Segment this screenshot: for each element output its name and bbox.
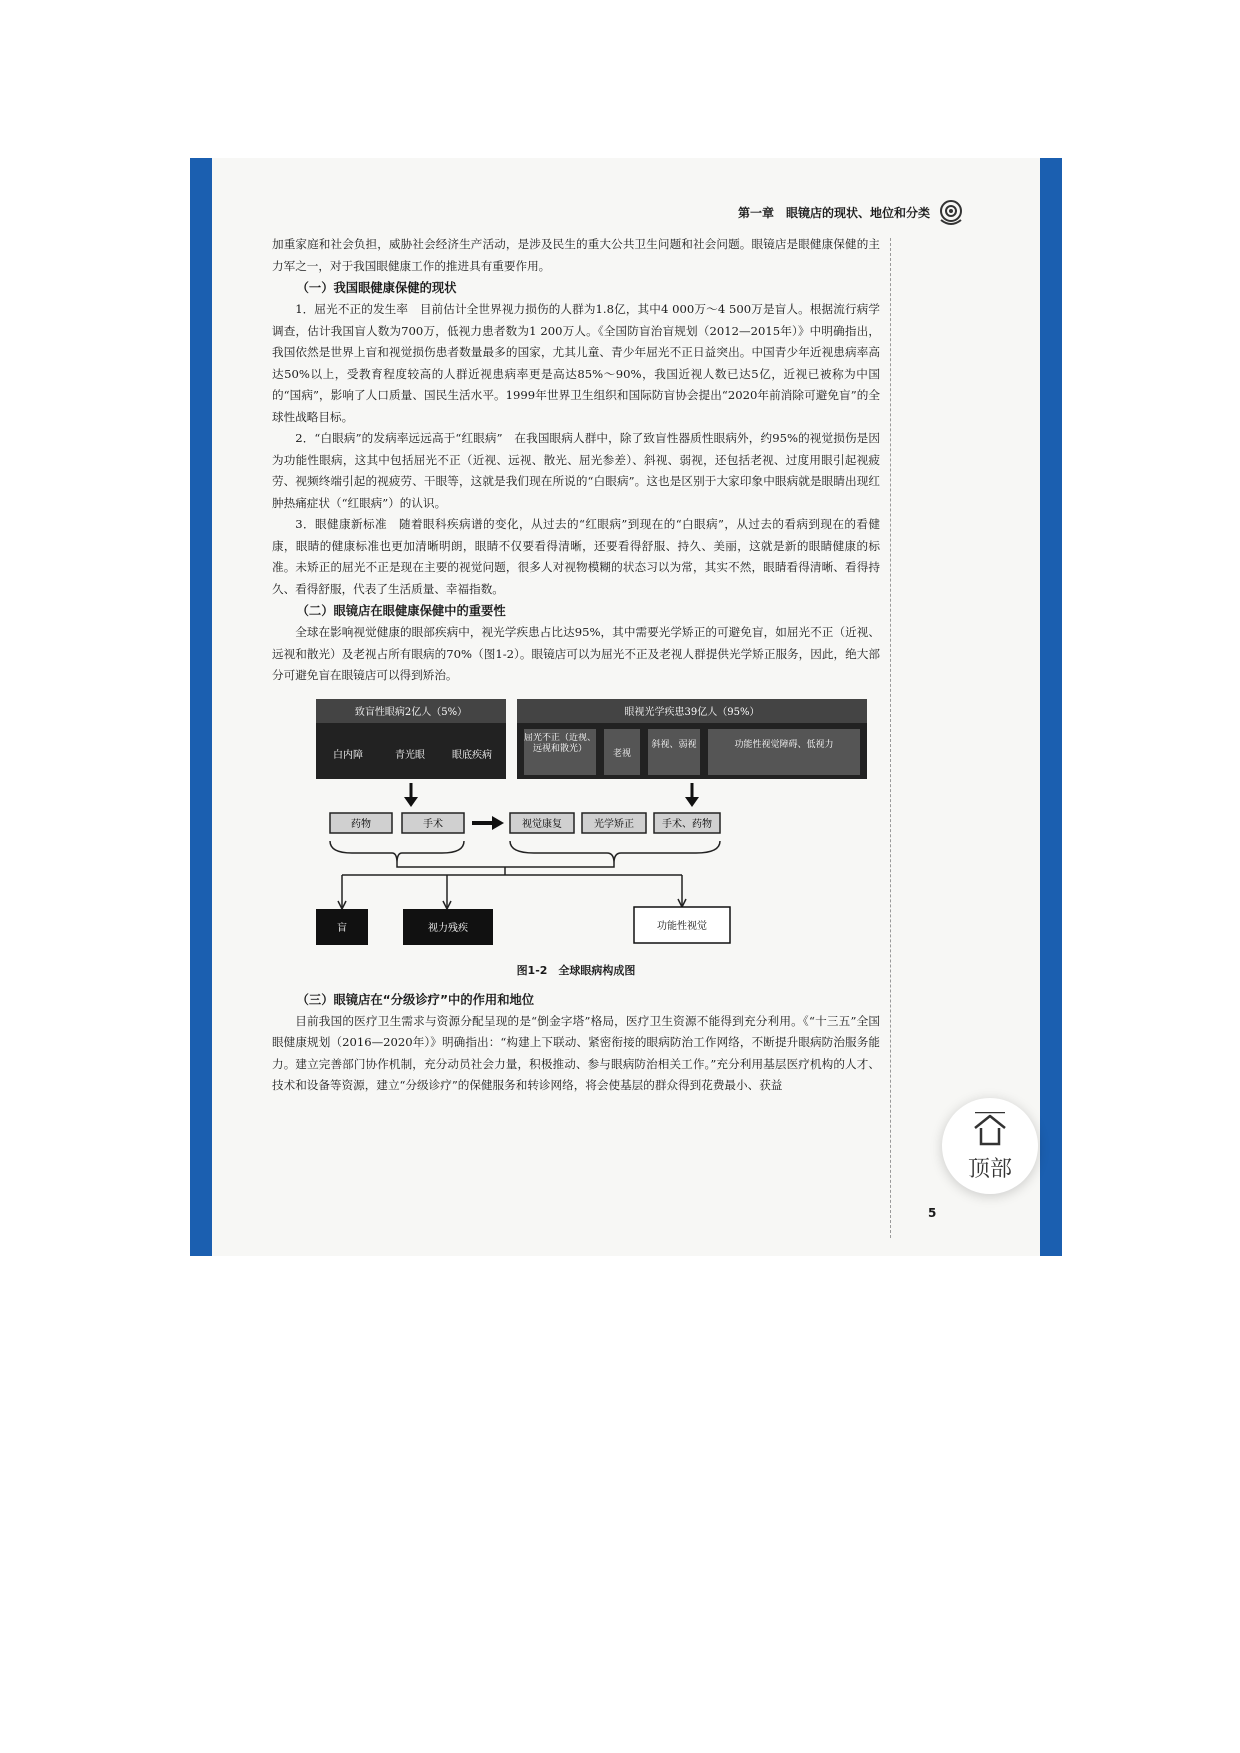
- figure-eye-disease-composition: [272, 695, 880, 957]
- paragraph-1: 1．屈光不正的发生率 目前估计全世界视力损伤的人群为1.8亿，其中4 000万～4 500万是盲人。根据流行病学调查，估计我国盲人数为700万，低视力患者数为1 200万人。《全国防盲治盲规划（2012—2015年）》中明确指出，我国依然是世界上盲和视觉损伤患者数量最多的国家，尤其儿童、青少年屈光不正日益突出。中国青少年近视患病率高达50%以上，受教育程度较高的人群近视患病率更是高达85%～90%，我国近视人数已达5亿，近视已被称为中国的“国病”，影响了人口质量、国民生活水平。1999年世界卫生组织和国际防盲协会提出“2020年前消除可避免盲”的全球性战略目标。: [272, 302, 880, 424]
- mid-label-surgery-drug: 手术、药物: [662, 818, 712, 830]
- outcome-label-disability: 视力残疾: [428, 922, 468, 934]
- right-down-arrow-head: [685, 797, 699, 807]
- paragraph-5: 目前我国的医疗卫生需求与资源分配呈现的是“倒金字塔”格局，医疗卫生资源不能得到充分利用。《“十三五”全国眼健康规划（2016—2020年）》明确指出：“构建上下联动、紧密衔接的眼病防治工作网络，不断提升眼病防治服务能力。建立完善部门协作机制，充分动员社会力量，积极推动、参与眼病防治相关工作。”充分利用基层医疗机构的人才、技术和设备等资源，建立“分级诊疗”的保健服务和转诊网络，将会使基层的群众得到花费最小、获益: [272, 1013, 880, 1092]
- page-number: 5: [928, 1206, 937, 1220]
- right-header-text: 眼视光学疾患39亿人（95%）: [624, 706, 760, 718]
- margin-dashed-line: [890, 238, 891, 1238]
- right-item-3: 斜视、弱视: [651, 739, 697, 750]
- brace-join-line: [397, 863, 614, 867]
- chapter-emblem-icon: [936, 198, 966, 228]
- right-item-3-wrap: [650, 739, 698, 773]
- paragraph-3: 3．眼健康新标准 随着眼科疾病谱的变化，从过去的“红眼病”到现在的“白眼病”，从过去的看病到现在的看健康，眼睛的健康标准也更加清晰明朗，眼睛不仅要看得清晰，还要看得舒服、持久、美丽，这就是新的眼睛健康的标准。未矫正的屈光不正是现在主要的视觉问题，很多人对视物模糊的状态习以为常，其实不然，眼睛看得清晰、看得持久、看得舒服，代表了生活质量、幸福指数。: [272, 517, 880, 596]
- paragraph-2: 2．“白眼病”的发病率远远高于“红眼病” 在我国眼病人群中，除了致盲性器质性眼病外，约95%的视觉损伤是因为功能性眼病，这其中包括屈光不正（近视、远视、散光、屈光参差）、斜视、弱视，还包括老视、过度用眼引起视疲劳、视频终端引起的视疲劳、干眼等，这就是我们现在所说的“白眼病”。这也是区别于大家印象中眼病就是眼睛出现红肿热痛症状（“红眼病”）的认识。: [272, 431, 880, 510]
- left-brace: [330, 841, 464, 863]
- mid-label-drug: 药物: [351, 818, 371, 830]
- mid-label-optical: 光学矫正: [594, 818, 634, 830]
- left-down-arrow-head: [404, 797, 418, 807]
- back-to-top-label: 顶部: [967, 1157, 1012, 1182]
- page-body: [272, 234, 880, 1097]
- left-item-2: 青光眼: [395, 749, 425, 761]
- mid-label-rehab: 视觉康复: [522, 818, 562, 830]
- left-item-3: 眼底疾病: [452, 749, 492, 761]
- page-header: [212, 198, 1040, 224]
- book-page: [212, 158, 1040, 1256]
- paragraph-4: 全球在影响视觉健康的眼部疾病中，视光学疾患占比达95%，其中需要光学矫正的可避免盲，如屈光不正（近视、远视和散光）及老视占所有眼病的70%（图1-2）。眼镜店可以为屈光不正及老视人群提供光学矫正服务，因此，绝大部分可避免盲在眼镜店可以得到矫治。: [272, 625, 880, 682]
- right-brace: [510, 841, 720, 863]
- right-item-1: 屈光不正（近视、远视和散光）: [524, 732, 596, 754]
- section-heading-2: （二）眼镜店在眼健康保健中的重要性: [296, 604, 506, 618]
- outcome-label-blind: 盲: [337, 922, 347, 934]
- right-item-1-wrap: [524, 733, 596, 775]
- left-item-1: 白内障: [333, 749, 363, 761]
- left-blue-margin: [190, 158, 212, 1256]
- mid-right-arrow-head: [492, 816, 504, 830]
- right-item-2: 老视: [612, 748, 632, 759]
- section-heading-1: （一）我国眼健康保健的现状: [296, 281, 457, 295]
- left-header-text: 致盲性眼病2亿人（5%）: [354, 706, 468, 718]
- right-item-4-wrap: [726, 739, 842, 773]
- right-blue-margin: [1040, 158, 1062, 1256]
- mid-label-surgery: 手术: [423, 818, 443, 830]
- right-item-4: 功能性视觉障碍、低视力: [734, 739, 834, 750]
- arrow-up-house-icon: [971, 1112, 1009, 1150]
- section-heading-3: （三）眼镜店在“分级诊疗”中的作用和地位: [296, 992, 535, 1007]
- figure-caption: 图1-2 全球眼病构成图: [516, 963, 636, 977]
- back-to-top-button[interactable]: [942, 1098, 1038, 1194]
- outcome-label-functional: 功能性视觉: [657, 920, 707, 932]
- paragraph-intro: 加重家庭和社会负担，威胁社会经济生产活动，是涉及民生的重大公共卫生问题和社会问题。眼镜店是眼健康保健的主力军之一，对于我国眼健康工作的推进具有重要作用。: [272, 237, 880, 273]
- chapter-title: 第一章 眼镜店的现状、地位和分类: [737, 206, 930, 220]
- figure-diagram: [272, 695, 880, 957]
